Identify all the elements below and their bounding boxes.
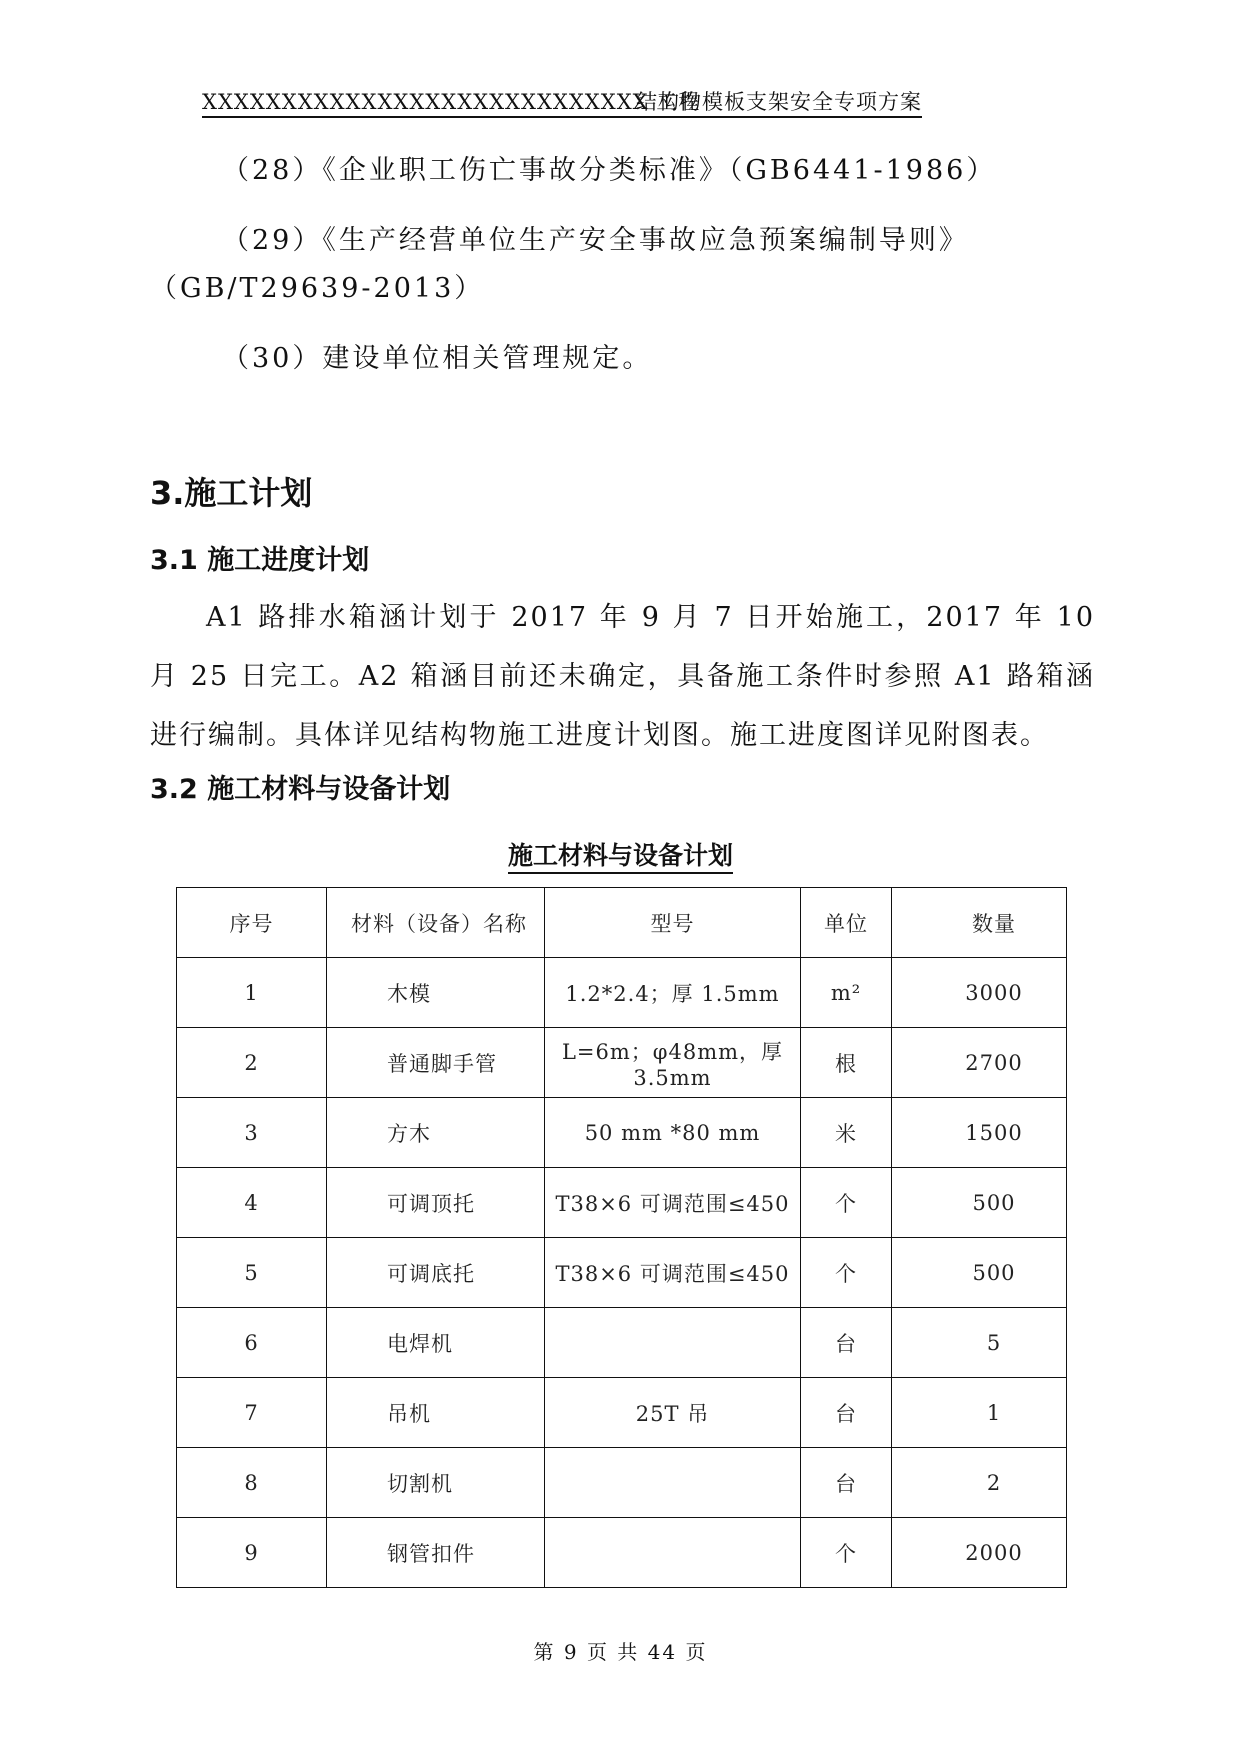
cell-spec [545,1448,801,1518]
cell-qty: 3000 [892,958,1067,1028]
cell-qty: 2 [892,1448,1067,1518]
cell-unit: 台 [801,1378,892,1448]
cell-name: 可调顶托 [327,1168,545,1238]
cell-seq: 4 [177,1168,327,1238]
cell-name: 普通脚手管 [327,1028,545,1098]
table-row [177,1378,1067,1448]
header-doc-title: 结构物模板支架安全专项方案 [636,90,922,114]
cell-qty: 2700 [892,1028,1067,1098]
table-row [177,1518,1067,1588]
cell-unit: 个 [801,1518,892,1588]
cell-seq: 6 [177,1308,327,1378]
cell-unit: 米 [801,1098,892,1168]
cell-qty: 2000 [892,1518,1067,1588]
cell-qty: 1 [892,1378,1067,1448]
cell-spec: 50 mm *80 mm [545,1098,801,1168]
materials-table [176,887,1067,1588]
cell-spec: T38×6 可调范围≤450 [545,1168,801,1238]
cell-spec: 1.2*2.4；厚 1.5mm [545,958,801,1028]
header-rule [202,116,922,118]
section-3-1-heading: 3.1 施工进度计划 [150,545,370,576]
cell-spec [545,1308,801,1378]
section-3-heading: 3.施工计划 [150,474,313,512]
table-row [177,1168,1067,1238]
header-project-name: XXXXXXXXXXXXXXXXXXXXXXXXXXXX 工程 [202,90,701,114]
cell-seq: 3 [177,1098,327,1168]
cell-name: 方木 [327,1098,545,1168]
header-seq: 序号 [177,888,327,958]
cell-spec [545,1518,801,1588]
header-qty: 数量 [892,888,1067,958]
cell-spec: T38×6 可调范围≤450 [545,1238,801,1308]
table-row [177,1448,1067,1518]
section-3-2-heading: 3.2 施工材料与设备计划 [150,774,451,805]
header-name: 材料（设备）名称 [327,888,545,958]
reference-item-28: （28）《企业职工伤亡事故分类标准》（GB6441-1986） [222,155,997,186]
cell-name: 可调底托 [327,1238,545,1308]
page-number: 第 9 页 共 44 页 [533,1640,708,1664]
reference-item-29: （29）《生产经营单位生产安全事故应急预案编制导则》 [222,225,969,256]
section-3-1-paragraph [150,588,1095,765]
cell-name: 切割机 [327,1448,545,1518]
cell-seq: 7 [177,1378,327,1448]
cell-qty: 5 [892,1308,1067,1378]
cell-seq: 5 [177,1238,327,1308]
cell-seq: 9 [177,1518,327,1588]
cell-qty: 500 [892,1168,1067,1238]
cell-seq: 8 [177,1448,327,1518]
table-row [177,1308,1067,1378]
cell-spec: L=6m；φ48mm，厚 3.5mm [545,1028,801,1098]
table-row [177,1238,1067,1308]
header-unit: 单位 [801,888,892,958]
cell-seq: 1 [177,958,327,1028]
section-3-1-body: A1 路排水箱涵计划于 2017 年 9 月 7 日开始施工，2017 年 10 月 25 日完工。A2 箱涵目前还未确定，具备施工条件时参照 A1 路箱涵进行编制。具体详见结构物施工进度计划图。施工进度图详见附图表。 [150,602,1095,751]
cell-qty: 500 [892,1238,1067,1308]
cell-name: 钢管扣件 [327,1518,545,1588]
cell-qty: 1500 [892,1098,1067,1168]
cell-unit: 台 [801,1448,892,1518]
cell-unit: m² [801,958,892,1028]
table-caption: 施工材料与设备计划 [0,836,1241,872]
reference-item-30: （30）建设单位相关管理规定。 [222,343,653,374]
cell-seq: 2 [177,1028,327,1098]
header-spec: 型号 [545,888,801,958]
cell-unit: 台 [801,1308,892,1378]
page-header [202,86,922,118]
cell-unit: 个 [801,1238,892,1308]
cell-unit: 个 [801,1168,892,1238]
cell-name: 吊机 [327,1378,545,1448]
table-header-row [177,888,1067,958]
reference-item-29-standard: （GB/T29639-2013） [150,273,485,304]
table-row [177,958,1067,1028]
table-row [177,1028,1067,1098]
cell-name: 木模 [327,958,545,1028]
cell-unit: 根 [801,1028,892,1098]
table-row [177,1098,1067,1168]
cell-name: 电焊机 [327,1308,545,1378]
cell-spec: 25T 吊 [545,1378,801,1448]
